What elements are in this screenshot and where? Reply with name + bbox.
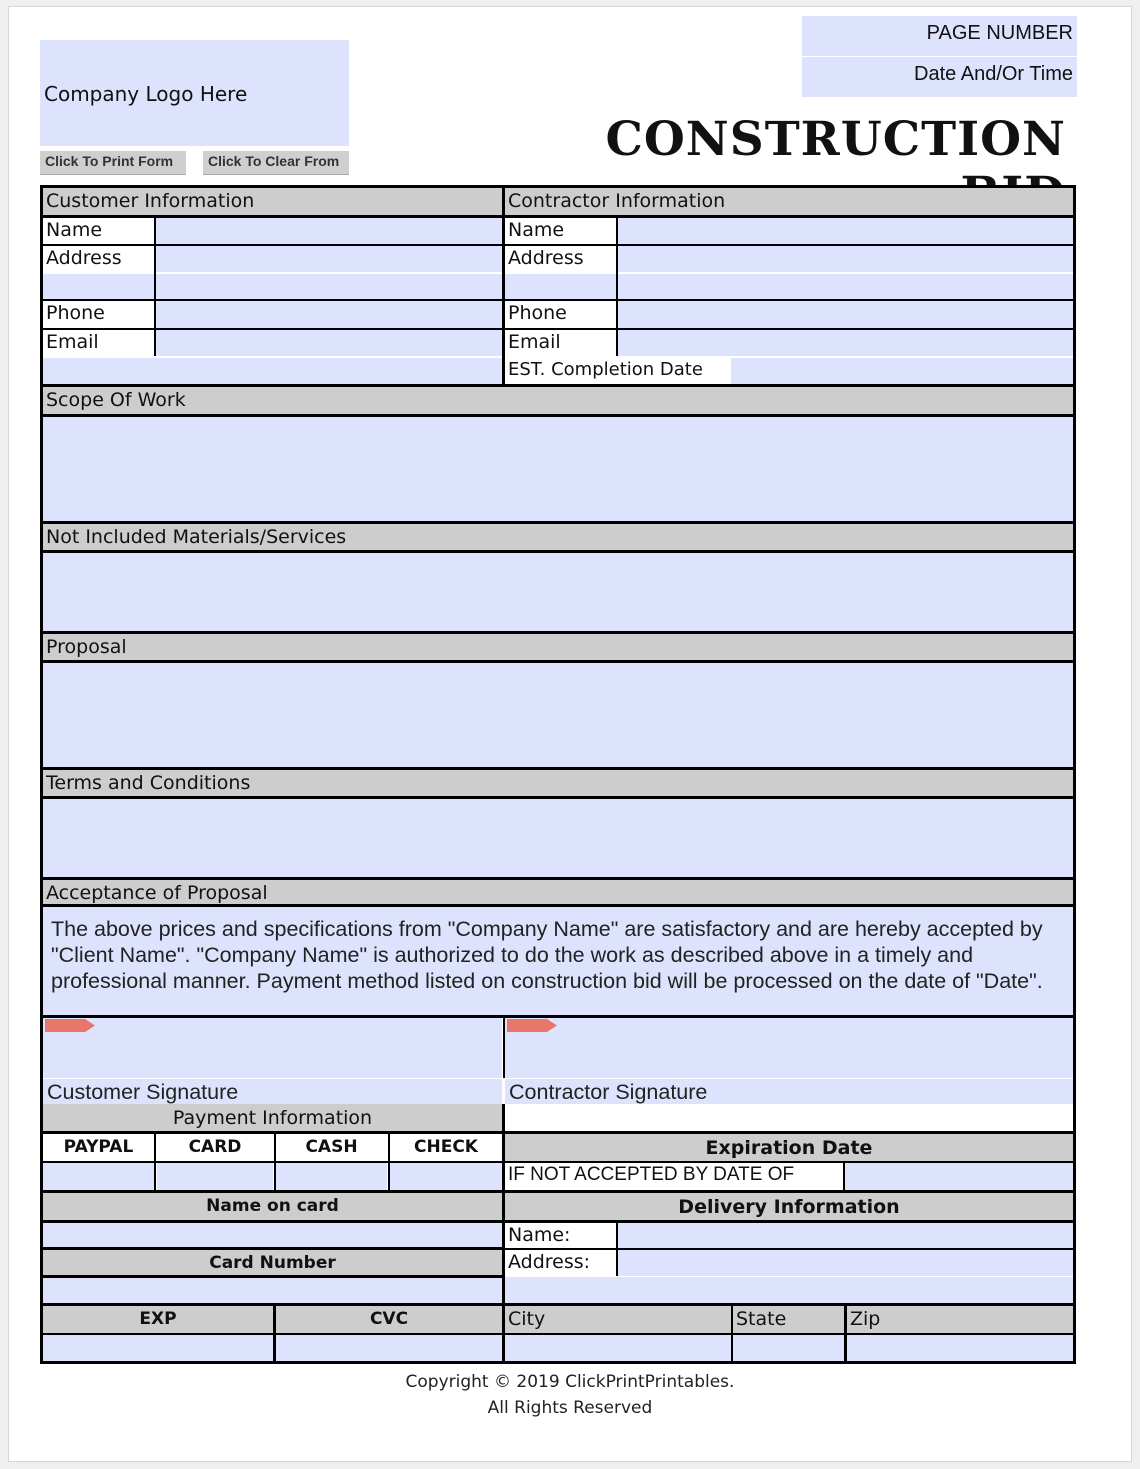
acceptance-text: The above prices and specifications from "Company Name" are satisfactory and are hereby accepted by "Client Name". "Company Name" is authorized to do the work as described above in a timely and professional manner. Payment method listed on construction bid will be processed on the date of "Date". [43,907,1073,1015]
rights-line: All Rights Reserved [487,1398,653,1418]
delivery-city-label: City [505,1306,731,1333]
divider [154,218,156,356]
payment-cash-label: CASH [276,1134,387,1161]
delivery-state-label: State [733,1306,844,1333]
payment-paypal-label: PAYPAL [43,1134,154,1161]
acceptance-heading: Acceptance of Proposal [43,880,1073,904]
divider [274,1134,276,1190]
delivery-zip-label: Zip [847,1306,1073,1333]
contractor-info-heading: Contractor Information [505,188,1073,215]
delivery-name-input[interactable] [618,1223,1073,1248]
divider [843,1163,845,1190]
clear-form-button[interactable]: Click To Clear From [203,151,349,175]
divider [154,1134,156,1190]
page-number-field[interactable]: PAGE NUMBER [802,16,1077,56]
contractor-address-input[interactable] [618,246,1073,272]
divider [502,188,505,384]
card-number-input[interactable] [43,1278,502,1303]
delivery-address-label: Address: [505,1250,616,1276]
customer-name-label: Name [43,218,154,244]
delivery-state-input[interactable] [733,1335,844,1361]
scope-heading: Scope Of Work [43,387,1073,414]
payment-paypal-checkbox[interactable] [43,1163,154,1190]
delivery-address-line2-input[interactable] [505,1277,1073,1303]
contractor-signature-label: Contractor Signature [505,1079,1073,1104]
customer-name-input[interactable] [156,218,502,244]
expiration-heading: Expiration Date [505,1134,1073,1161]
delivery-city-input[interactable] [505,1335,731,1361]
customer-info-heading: Customer Information [43,188,502,215]
customer-phone-input[interactable] [156,301,502,328]
not-included-heading: Not Included Materials/Services [43,524,1073,550]
contractor-address-label: Address [505,246,616,272]
copyright-line: Copyright © 2019 ClickPrintPrintables. [405,1372,735,1392]
contractor-name-label: Name [505,218,616,244]
cvc-input[interactable] [276,1335,502,1361]
customer-email-label: Email [43,330,154,356]
divider [388,1134,390,1190]
divider [616,218,618,356]
expiration-date-input[interactable] [845,1163,1073,1190]
proposal-heading: Proposal [43,634,1073,660]
not-included-input[interactable] [43,553,1073,631]
payment-heading: Payment Information [43,1104,502,1131]
contractor-name-input[interactable] [618,218,1073,244]
scope-input[interactable] [43,417,1073,521]
page-title: CONSTRUCTION [605,112,1066,167]
exp-input[interactable] [43,1335,273,1361]
cvc-heading: CVC [276,1306,502,1333]
sign-here-flag-icon [45,1019,95,1032]
customer-email-input[interactable] [156,330,502,356]
payment-check-checkbox[interactable] [390,1163,502,1190]
name-on-card-heading: Name on card [43,1193,502,1220]
completion-date-label: EST. Completion Date [505,358,729,384]
sign-here-flag-icon [507,1019,557,1032]
logo-text: Company Logo Here [44,82,248,106]
contractor-phone-input[interactable] [618,301,1073,328]
divider [273,1306,276,1361]
terms-input[interactable] [43,799,1073,877]
customer-phone-label: Phone [43,301,154,328]
customer-signature-label: Customer Signature [43,1079,502,1104]
delivery-address-input[interactable] [618,1250,1073,1276]
customer-signature-input[interactable] [43,1018,502,1078]
exp-heading: EXP [43,1306,273,1333]
delivery-name-label: Name: [505,1223,616,1248]
customer-address-input[interactable] [156,246,502,272]
divider [731,1306,733,1361]
divider [503,1018,505,1078]
customer-address-line2-input[interactable] [43,274,502,299]
proposal-input[interactable] [43,663,1073,767]
company-logo-placeholder[interactable] [40,40,349,146]
contractor-signature-input[interactable] [505,1018,1073,1078]
print-form-button[interactable]: Click To Print Form [40,151,186,175]
payment-check-label: CHECK [390,1134,502,1161]
card-number-heading: Card Number [43,1250,502,1275]
terms-heading: Terms and Conditions [43,770,1073,796]
contractor-address-line2-input[interactable] [505,274,1073,299]
payment-card-checkbox[interactable] [157,1163,273,1190]
customer-address-label: Address [43,246,154,272]
contractor-email-input[interactable] [618,330,1073,356]
contractor-email-label: Email [505,330,616,356]
delivery-zip-input[interactable] [847,1335,1073,1361]
name-on-card-input[interactable] [43,1223,502,1247]
delivery-heading: Delivery Information [505,1193,1073,1220]
expiration-label: IF NOT ACCEPTED BY DATE OF [505,1163,843,1190]
payment-cash-checkbox[interactable] [276,1163,387,1190]
customer-extra-input[interactable] [43,358,502,384]
contractor-phone-label: Phone [505,301,616,328]
bid-form [40,185,1076,1364]
divider [616,1223,618,1276]
payment-card-label: CARD [157,1134,273,1161]
divider [844,1306,847,1361]
completion-date-input[interactable] [731,358,1073,384]
date-time-field[interactable]: Date And/Or Time [802,57,1077,97]
blank-area [505,1104,1073,1132]
